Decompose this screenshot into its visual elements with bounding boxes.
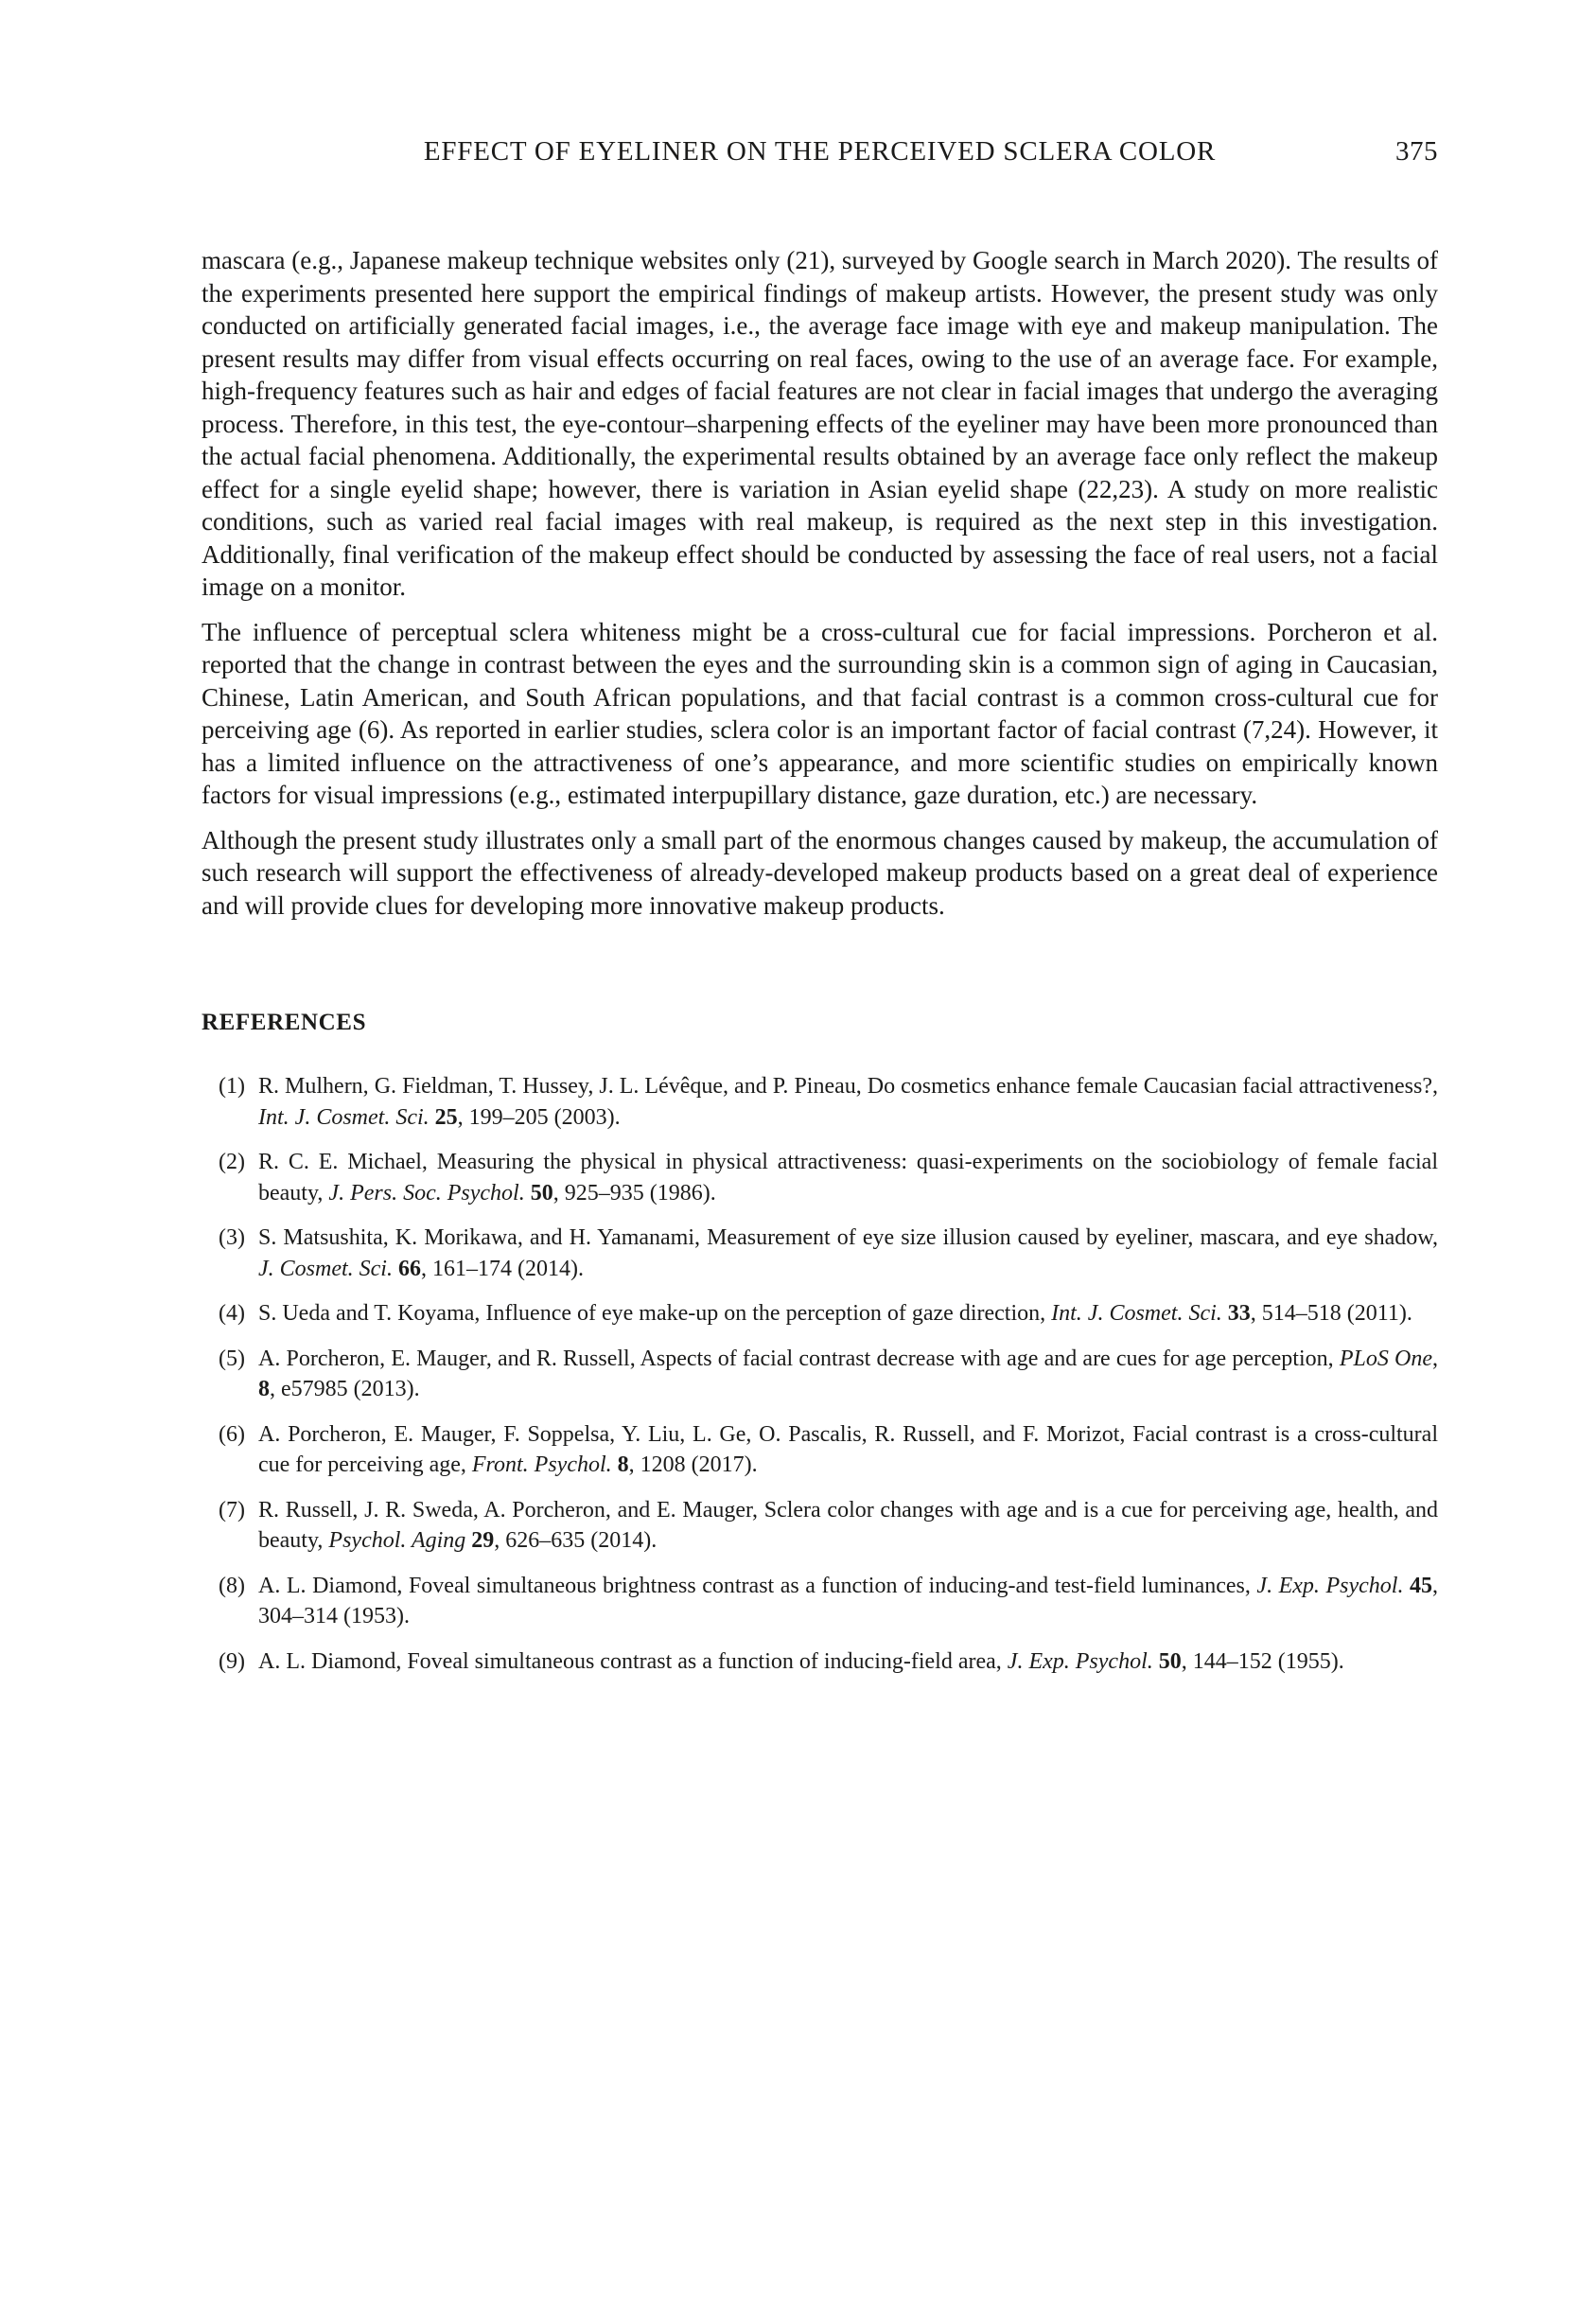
- reference-number: (5): [219, 1346, 245, 1371]
- body-paragraph-1: mascara (e.g., Japanese makeup technique websites only (21), surveyed by Google search in March 2020). The results of the experiments presented here support the empirical findings of makeup artists. However, the present study was only conducted on artificially generated facial images, i.e., the average face image with eye and makeup manipulation. The present results may differ from visual effects occurring on real faces, owing to the use of an average face. For example, high-frequency features such as hair and edges of facial features are not clear in facial images that undergo the averaging process. Therefore, in this test, the eye-contour–sharpening effects of the eyeliner may have been more pronounced than the actual facial phenomena. Additionally, the experimental results obtained by an average face only reflect the makeup effect for a single eyelid shape; however, there is variation in Asian eyelid shape (22,23). A study on more realistic conditions, such as varied real facial images with real makeup, is required as the next step in this investigation. Additionally, final verification of the makeup effect should be conducted by assessing the face of real users, not a facial image on a monitor.: [202, 246, 1438, 601]
- reference-item: [202, 1223, 1438, 1284]
- reference-text: S. Ueda and T. Koyama, Influence of eye make-up on the perception of gaze direction, Int. J. Cosmet. Sci. 33, 514–518 (2011).: [258, 1301, 1412, 1326]
- reference-item: [202, 1344, 1438, 1405]
- reference-text: R. Russell, J. R. Sweda, A. Porcheron, and E. Mauger, Sclera color changes with age and is a cue for perceiving age, health, and beauty, Psychol. Aging 29, 626–635 (2014).: [258, 1497, 1438, 1553]
- reference-list: [202, 1071, 1438, 1677]
- reference-item: [202, 1419, 1438, 1481]
- reference-item: [202, 1071, 1438, 1133]
- reference-item: [202, 1646, 1438, 1678]
- reference-text: R. Mulhern, G. Fieldman, T. Hussey, J. L. Lévêque, and P. Pineau, Do cosmetics enhance female Caucasian facial attractiveness?, Int. J. Cosmet. Sci. 25, 199–205 (2003).: [258, 1074, 1438, 1130]
- body-paragraph-2: The influence of perceptual sclera whiteness might be a cross-cultural cue for facial impressions. Porcheron et al. reported that the change in contrast between the eyes and the surrounding skin is a common sign of aging in Caucasian, Chinese, Latin American, and South African populations, and that facial contrast is a common cross-cultural cue for perceiving age (6). As reported in earlier studies, sclera color is an important factor of facial contrast (7,24). However, it has a limited influence on the attractiveness of one’s appearance, and more scientific studies on empirically known factors for visual impressions (e.g., estimated interpupillary distance, gaze duration, etc.) are necessary.: [202, 617, 1438, 809]
- reference-text: S. Matsushita, K. Morikawa, and H. Yamanami, Measurement of eye size illusion caused by eyeliner, mascara, and eye shadow, J. Cosmet. Sci. 66, 161–174 (2014).: [258, 1225, 1438, 1281]
- reference-text: A. Porcheron, E. Mauger, F. Soppelsa, Y. Liu, L. Ge, O. Pascalis, R. Russell, and F. Morizot, Facial contrast is a cross-cultural cue for perceiving age, Front. Psychol. 8, 1208 (2017).: [258, 1421, 1438, 1477]
- reference-number: (3): [219, 1225, 245, 1250]
- page-number: 375: [1395, 136, 1438, 167]
- reference-number: (2): [219, 1150, 245, 1174]
- reference-item: [202, 1571, 1438, 1632]
- reference-number: (9): [219, 1648, 245, 1674]
- reference-text: A. L. Diamond, Foveal simultaneous brightness contrast as a function of inducing-and test-field luminances, J. Exp. Psychol. 45, 304–314 (1953).: [258, 1573, 1438, 1628]
- reference-item: [202, 1147, 1438, 1208]
- body-paragraph-3: Although the present study illustrates only a small part of the enormous changes caused by makeup, the accumulation of such research will support the effectiveness of already-developed makeup products based on a great deal of experience and will provide clues for developing more innovative makeup products.: [202, 825, 1438, 920]
- reference-text: R. C. E. Michael, Measuring the physical in physical attractiveness: quasi-experiments on the sociobiology of female facial beauty, J. Pers. Soc. Psychol. 50, 925–935 (1986).: [258, 1150, 1438, 1206]
- reference-item: [202, 1495, 1438, 1557]
- reference-text: A. L. Diamond, Foveal simultaneous contrast as a function of inducing-field area, J. Exp. Psychol. 50, 144–152 (1955).: [258, 1648, 1344, 1674]
- references-heading: REFERENCES: [202, 1010, 367, 1035]
- running-head-title: EFFECT OF EYELINER ON THE PERCEIVED SCLERA COLOR: [423, 136, 1217, 167]
- reference-number: (4): [219, 1301, 245, 1326]
- article-body: [202, 244, 1438, 1677]
- reference-number: (8): [219, 1573, 245, 1598]
- reference-number: (1): [219, 1074, 245, 1099]
- reference-number: (7): [219, 1497, 245, 1523]
- reference-item: [202, 1298, 1438, 1329]
- reference-text: A. Porcheron, E. Mauger, and R. Russell, Aspects of facial contrast decrease with age and are cues for age perception, PLoS One, 8, e57985 (2013).: [258, 1346, 1438, 1401]
- reference-number: (6): [219, 1421, 245, 1447]
- page-header: [202, 134, 1438, 168]
